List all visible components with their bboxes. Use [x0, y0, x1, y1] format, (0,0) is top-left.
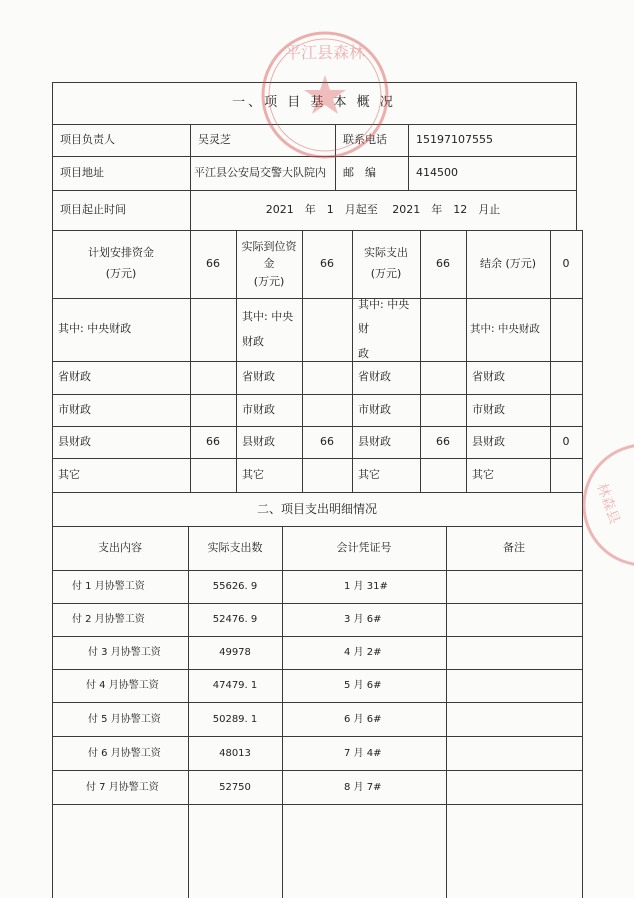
central-spent-label-line2: 政	[358, 346, 369, 360]
row-amount: 50289. 1	[212, 713, 258, 725]
central-label: 其中: 中央财政	[58, 322, 132, 336]
header-remark: 备注	[503, 540, 525, 554]
leader-value: 吴灵芝	[198, 132, 231, 146]
row-content: 付 1 月协警工资	[72, 581, 145, 592]
row-voucher: 3 月 6#	[344, 614, 382, 625]
header-content: 支出内容	[98, 540, 142, 554]
arrived-funds-value: 66	[320, 256, 334, 270]
row-content: 付 7 月协警工资	[86, 781, 159, 793]
row-voucher: 5 月 6#	[344, 680, 382, 691]
row-content: 付 6 月协警工资	[88, 747, 161, 759]
header-voucher: 会计凭证号	[336, 540, 392, 554]
row-amount: 55626. 9	[212, 581, 258, 592]
county-balance-value: 0	[562, 434, 570, 448]
other-spent-label: 其它	[358, 467, 380, 481]
province-arrived-label: 省财政	[242, 370, 275, 384]
province-balance-label: 省财政	[472, 370, 505, 384]
row-voucher: 1 月 31#	[344, 581, 388, 592]
row-amount: 47479. 1	[212, 680, 258, 691]
phone-value: 15197107555	[416, 132, 493, 146]
row-amount: 52476. 9	[212, 614, 258, 625]
official-seal-right	[574, 440, 634, 570]
phone-label: 联系电话	[343, 132, 387, 146]
address-label: 项目地址	[60, 165, 104, 179]
central-arrived-label-line1: 其中: 中央	[242, 310, 294, 324]
row-content: 付 2 月协警工资	[72, 614, 145, 625]
row-amount: 48013	[219, 747, 251, 759]
section2-title: 二、项目支出明细情况	[256, 501, 377, 516]
address-value: 平江县公安局交警大队院内	[194, 165, 326, 179]
row-content: 付 5 月协警工资	[88, 713, 161, 725]
arrived-funds-label-line1: 实际到位资	[241, 239, 297, 253]
leader-label: 项目负责人	[60, 132, 115, 146]
county-balance-label: 县财政	[472, 434, 505, 448]
central-spent-label	[352, 298, 420, 361]
province-spent-label: 省财政	[358, 370, 391, 384]
seal-right-text: 林森县	[593, 481, 623, 527]
arrived-funds-label	[236, 230, 302, 298]
row-amount: 52750	[219, 781, 251, 793]
arrived-funds-label-line2: 金	[263, 257, 275, 271]
header-amount: 实际支出数	[207, 540, 263, 554]
spent-funds-value: 66	[436, 256, 450, 270]
spent-funds-label	[352, 230, 420, 298]
balance-value: 0	[562, 256, 570, 270]
city-arrived-label: 市财政	[242, 402, 275, 416]
post-value: 414500	[416, 165, 458, 179]
county-spent-value: 66	[436, 434, 450, 448]
province-label: 省财政	[58, 370, 91, 384]
post-label: 邮 编	[343, 165, 376, 179]
spent-funds-label-line2: (万元)	[370, 267, 402, 280]
row-voucher: 4 月 2#	[344, 647, 382, 658]
central-arrived-label	[236, 298, 302, 361]
row-voucher: 6 月 6#	[344, 713, 382, 725]
planned-funds-label-line2: (万元)	[105, 267, 137, 280]
seal-top-text: 平江县森林	[284, 43, 366, 62]
city-balance-label: 市财政	[472, 402, 505, 416]
central-spent-label-line1: 其中: 中央财	[358, 298, 410, 336]
row-content: 付 4 月协警工资	[86, 680, 159, 691]
city-label: 市财政	[58, 402, 91, 416]
arrived-funds-label-line3: (万元)	[253, 274, 285, 288]
planned-funds-value: 66	[206, 256, 220, 270]
county-arrived-value: 66	[320, 434, 334, 448]
county-arrived-label: 县财政	[242, 434, 275, 448]
row-voucher: 8 月 7#	[344, 781, 382, 793]
city-spent-label: 市财政	[358, 402, 391, 416]
row-voucher: 7 月 4#	[344, 747, 382, 759]
period-value: 2021 年 1 月起至 2021 年 12 月止	[265, 202, 501, 216]
spent-funds-label-line1: 实际支出	[364, 246, 408, 260]
central-arrived-label-line2: 财政	[242, 334, 264, 348]
county-spent-label: 县财政	[358, 434, 391, 448]
other-arrived-label: 其它	[242, 467, 264, 481]
period-label: 项目起止时间	[60, 202, 126, 216]
planned-funds-label	[52, 230, 190, 298]
county-label: 县财政	[58, 434, 91, 448]
section1-title: 一、项 目 基 本 概 况	[232, 94, 396, 110]
central-balance-label: 其中: 中央财政	[470, 322, 540, 335]
balance-label: 结余 (万元)	[479, 256, 537, 270]
county-planned-value: 66	[206, 434, 220, 448]
other-balance-label: 其它	[472, 467, 494, 481]
row-content: 付 3 月协警工资	[88, 647, 161, 658]
row-amount: 49978	[219, 647, 251, 658]
other-label: 其它	[58, 467, 80, 481]
planned-funds-label-line1: 计划安排资金	[88, 246, 154, 260]
